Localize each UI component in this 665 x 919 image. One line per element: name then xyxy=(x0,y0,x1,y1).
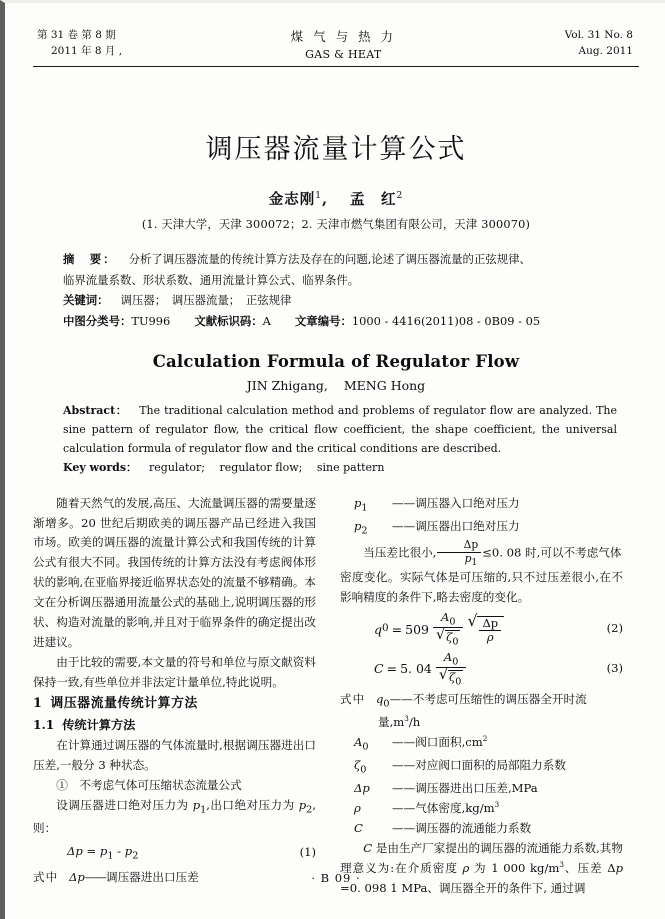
equation-1-p2: p xyxy=(124,843,133,858)
nomenclature-q0-unit-text: 量,m xyxy=(378,715,405,730)
running-head xyxy=(33,27,639,65)
nomenclature-symbol-q0: q xyxy=(376,692,384,707)
equation-2-lhs xyxy=(374,619,389,641)
equation-2-A0-symbol: A xyxy=(441,609,450,624)
abstract-cn-text-1: 分析了调压器流量的传统计算方法及存在的问题,论述了调压器流量的正弦规律、 xyxy=(128,252,531,267)
equation-3-fraction xyxy=(436,651,467,688)
nomenclature-entry-p1 xyxy=(340,494,623,517)
paragraph-flow-capacity-symbol: C xyxy=(363,840,373,855)
nomenclature-right xyxy=(340,690,623,713)
left-column xyxy=(33,494,316,899)
paragraph-flow-capacity-b: 是由生产厂家提出的调压器的流通能力系数,其物理意义为:在介质密度 xyxy=(340,840,623,875)
nomenclature-label-right: 式中 xyxy=(340,692,366,707)
equation-3-equals: = xyxy=(386,661,398,677)
equation-2-fraction xyxy=(433,611,464,648)
classification-row xyxy=(63,311,615,331)
nomenclature-q0-unit-tail: /h xyxy=(408,715,421,730)
nomenclature-symbol-p1-wrap xyxy=(340,494,392,517)
nomenclature-definition-C: ——调压器的流通能力系数 xyxy=(392,820,532,835)
nomenclature-dash-dp: —— xyxy=(84,869,106,884)
issue-date-cn: 2011 年 8 月 , xyxy=(51,45,123,58)
equation-1 xyxy=(33,842,316,865)
page-title: 调压器流量计算公式 xyxy=(205,134,467,166)
nomenclature-symbol-q0-sub: 0 xyxy=(383,698,390,710)
equation-2-inner-fraction xyxy=(479,617,501,644)
author-2-en: MENG Hong xyxy=(343,377,426,393)
nomenclature-entry-rho xyxy=(340,799,623,819)
equation-1-lhs: Δp xyxy=(67,843,83,858)
equation-2-expression xyxy=(340,611,589,648)
journal-title-en: GAS & HEAT xyxy=(305,48,382,62)
equation-2-A0-sub: 0 xyxy=(449,616,456,628)
section-heading-1-1-number: 1.1 xyxy=(33,717,55,732)
nomenclature-definition-A0-exponent: 2 xyxy=(482,734,488,744)
equation-2-inner-denominator xyxy=(479,631,501,644)
nomenclature-symbol-A0-wrap xyxy=(340,733,392,756)
paragraph-pressure-ratio-a: 当压差比很小, xyxy=(363,545,437,560)
inline-fraction-den-sub: 1 xyxy=(471,557,478,568)
abstract-cn-text-2: 临界流量系数、形状系数、通用流量计算公式、临界条件。 xyxy=(63,272,360,287)
abstract-en xyxy=(33,401,639,478)
abstract-en-paragraph xyxy=(63,401,617,459)
equation-1-p1: p xyxy=(99,843,108,858)
equation-3-expression xyxy=(340,651,589,688)
paragraph-definition xyxy=(33,796,316,839)
journal-title-cn: 煤 气 与 热 力 xyxy=(290,29,397,44)
clc-label: 中图分类号： xyxy=(63,314,132,329)
paragraph-flow-capacity-c: 为 1 000 kg/m xyxy=(469,860,560,875)
equation-2-inner-numerator: Δp xyxy=(479,617,501,631)
nomenclature-symbol-zeta0-wrap xyxy=(340,756,392,779)
running-head-right xyxy=(565,27,639,60)
keywords-cn-row xyxy=(63,290,615,310)
nomenclature-entry-zeta0 xyxy=(340,756,623,779)
nomenclature-symbol-A0: A xyxy=(354,735,363,750)
article-no-segment xyxy=(295,314,540,328)
section-heading-1-number: 1 xyxy=(33,695,43,711)
symbol-p2: p xyxy=(298,797,307,812)
nomenclature-symbol-dp-right: Δp xyxy=(354,780,370,795)
equation-2-fraction-denominator xyxy=(433,628,464,647)
equation-2-zeta0-symbol: ζ xyxy=(446,630,453,645)
paragraph-definition-a: 设调压器进口绝对压力为 xyxy=(56,797,193,812)
equation-1-number: (1) xyxy=(299,845,316,860)
nomenclature-symbol-p1-sub: 1 xyxy=(361,501,368,513)
running-head-left xyxy=(33,27,122,60)
nomenclature-entry-C xyxy=(340,819,623,839)
inline-fraction-den-symbol: p xyxy=(464,551,472,565)
nomenclature-entry-A0 xyxy=(340,733,623,756)
keywords-cn-label: 关键词： xyxy=(63,293,109,308)
nomenclature-definition-p2: ——调压器出口绝对压力 xyxy=(392,518,520,533)
nomenclature-entry-q0 xyxy=(376,690,623,713)
nomenclature-entry-p2 xyxy=(340,517,623,540)
equation-1-p2-sub: 2 xyxy=(132,849,139,861)
nomenclature-symbol-rho-wrap xyxy=(340,799,392,819)
nomenclature-definition-A0 xyxy=(392,733,623,756)
section-heading-1-1 xyxy=(33,715,316,736)
equation-3-fraction-denominator xyxy=(436,668,467,687)
doc-code-value: A xyxy=(262,314,271,329)
equation-3-number: (3) xyxy=(606,660,623,675)
nomenclature-definition-rho-exponent: 3 xyxy=(494,799,500,809)
nomenclature-symbol-A0-sub: 0 xyxy=(362,741,369,753)
paragraph-definition-c: ,则： xyxy=(33,797,317,835)
equation-2-coefficient: 509 xyxy=(405,621,429,637)
issue-date-en: Aug. 2011 xyxy=(578,45,633,58)
equation-3-coefficient: 5. 04 xyxy=(400,661,432,677)
equation-3-A0-symbol: A xyxy=(443,649,453,664)
nomenclature-q0-unit-exponent: 3 xyxy=(404,714,409,724)
equation-2-lhs-sub: 0 xyxy=(382,622,389,635)
paragraph-flow-capacity-d: 、压差 Δ xyxy=(563,860,616,875)
paragraph-definition-b: ,出口绝对压力为 xyxy=(206,797,299,812)
radical-sign-icon-2: √ xyxy=(467,612,478,631)
equation-3-lhs: C xyxy=(374,661,384,677)
nomenclature-symbol-zeta0-sub: 0 xyxy=(360,764,367,776)
paragraph-pressure-ratio xyxy=(340,539,623,568)
equation-1-equals: = xyxy=(86,843,97,858)
nomenclature-definition-rho xyxy=(392,799,623,819)
radical-sign-icon-3: √ xyxy=(438,666,449,683)
equation-3 xyxy=(340,651,623,688)
running-head-center xyxy=(291,27,396,63)
section-heading-1 xyxy=(33,693,316,715)
equation-3-zeta0 xyxy=(448,670,463,687)
inline-fraction-numerator: Δp xyxy=(437,539,481,552)
keywords-cn-value: 调压器； 调压器流量； 正弦规律 xyxy=(120,293,292,308)
symbol-p2-sub: 2 xyxy=(306,804,313,816)
nomenclature-symbol-C: C xyxy=(354,820,363,835)
equation-2-zeta0-sub: 0 xyxy=(452,636,459,648)
author-1-en: JIN Zhigang, xyxy=(246,377,328,393)
page-inner xyxy=(33,27,639,895)
section-heading-1-1-text: 传统计算方法 xyxy=(62,717,136,732)
nomenclature-symbol-p2-wrap xyxy=(340,517,392,540)
keywords-en-label: Key words： xyxy=(63,461,138,475)
nomenclature-symbol-C-wrap xyxy=(340,819,392,839)
paragraph-method: 在计算通过调压器的气体流量时,根据调压器进出口压差,一般分 3 种状态。 xyxy=(33,737,316,772)
paragraph-flow-capacity-e: =0. 098 1 MPa、调压器全开的条件下, 通过调 xyxy=(340,880,586,895)
doc-code-segment xyxy=(194,314,271,328)
article-no-value: 1000 - 4416(2011)08 - 0B09 - 05 xyxy=(351,314,541,329)
authors-en xyxy=(33,378,639,393)
article-body xyxy=(33,494,639,899)
authors-cn xyxy=(33,188,639,209)
equation-3-zeta0-symbol: ζ xyxy=(449,669,456,684)
nomenclature-definition-q0: ——不考虑可压缩性的调压器全开时流 xyxy=(389,692,587,707)
equation-2-radical xyxy=(467,614,504,644)
section-heading-1-text: 调压器流量传统计算方法 xyxy=(50,695,198,711)
header-rule xyxy=(33,66,639,67)
nomenclature-symbol-dp-wrap xyxy=(340,779,392,799)
list-item-1: ① 不考虑气体可压缩状态流量公式 xyxy=(56,777,242,792)
equation-2-rho-symbol: ρ xyxy=(486,630,494,645)
abstract-cn-line-2 xyxy=(63,270,615,290)
paragraph-intro-1: 随着天然气的发展,高压、大流量调压器的需要量逐渐增多。20 世纪后期欧美的调压器产品已经进入我国市场。欧美的调压器的流量计算公式和我国传统的计算公式有很大不同。我国传统的计算方法没有考虑阀体形状的影响,在亚临界接近临界状态处的流量不够精确。本文在分析调压器通用流量公式的基础上,说明调压器的形状、构造对流量的影响,并且对于临界条件的确定提出改进建议。 xyxy=(33,495,316,650)
nomenclature-symbol-p2-sub: 2 xyxy=(361,524,368,536)
abstract-cn-line-1 xyxy=(63,249,615,269)
author-separator: , xyxy=(321,191,329,209)
nomenclature-symbol-p2: p xyxy=(354,518,362,533)
clc-value: TU996 xyxy=(131,314,171,329)
paragraph-intro-2: 由于比较的需要,本文量的符号和单位与原文献资料保持一致,有些单位并非法定计量单位,特此说明。 xyxy=(33,655,316,690)
affiliation: (1. 天津大学，天津 300072；2. 天津市燃气集团有限公司，天津 300070) xyxy=(141,218,531,232)
equation-2-equals: = xyxy=(391,621,403,637)
equation-3-A0-sub: 0 xyxy=(452,655,459,667)
paragraph-density-note: 密度变化。实际气体是可压缩的,只不过压差很小,在不影响精度的条件下,略去密度的变化。 xyxy=(340,570,623,605)
equation-1-expression xyxy=(33,842,282,865)
keywords-en-value: regulator; regulator flow; sine pattern xyxy=(149,461,385,475)
nomenclature-definition-A0-text: ——阀口面积,cm xyxy=(392,735,483,750)
abstract-en-label: Abstract： xyxy=(63,403,128,417)
paragraph-flow-capacity-rho: ρ xyxy=(462,860,470,875)
abstract-cn xyxy=(33,249,639,331)
symbol-p1-sub: 1 xyxy=(200,804,207,816)
page-title-en: Calculation Formula of Regulator Flow xyxy=(152,351,520,371)
symbol-p1: p xyxy=(192,797,201,812)
equation-2-number: (2) xyxy=(606,621,623,636)
abstract-cn-label: 摘 要： xyxy=(63,252,117,267)
nomenclature-symbol-p1: p xyxy=(354,495,362,510)
author-2-cn: 孟 红 xyxy=(350,191,397,209)
paragraph-pressure-ratio-b: ≤0. 08 时,可以不考虑气体 xyxy=(482,545,622,560)
nomenclature-definition-rho-text: ——气体密度,kg/m xyxy=(392,800,495,815)
equation-2-zeta0 xyxy=(445,630,460,647)
abstract-en-text: The traditional calculation method and problems of regulator flow are analyzed. The sine pattern of regulator flow, the critical flow coefficient, the shape coefficient, the universal calculation formula of regulator flow and the critical conditions are described. xyxy=(63,403,618,456)
keywords-en-row xyxy=(63,458,617,477)
volume-issue-en: Vol. 31 No. 8 xyxy=(564,29,633,41)
article-no-label: 文章编号： xyxy=(294,314,352,329)
clc-segment xyxy=(63,314,170,328)
nomenclature-definition-dp-right: ——调压器进出口压差,MPa xyxy=(392,780,538,795)
nomenclature-label-left: 式中 xyxy=(33,869,59,884)
equation-2-fraction-numerator xyxy=(433,611,464,628)
nomenclature-symbol-dp: Δp xyxy=(69,869,85,884)
radical-sign-icon: √ xyxy=(435,627,446,644)
inline-fraction-denominator xyxy=(437,553,481,568)
nomenclature-symbol-rho: ρ xyxy=(354,800,361,815)
author-1-affil-marker: 1 xyxy=(315,191,322,202)
nomenclature-symbol-zeta0: ζ xyxy=(354,757,361,772)
paragraph-flow-capacity-exponent: 3 xyxy=(559,859,564,869)
author-2-affil-marker: 2 xyxy=(396,191,404,202)
equation-3-fraction-numerator xyxy=(436,651,467,668)
volume-issue: 第 31 卷 第 8 期 xyxy=(37,29,116,41)
page-footer: · B 09 · xyxy=(311,871,361,885)
equation-3-zeta0-sub: 0 xyxy=(455,676,462,688)
nomenclature-definition-p1: ——调压器入口绝对压力 xyxy=(392,495,520,510)
equation-1-minus: - xyxy=(117,843,122,858)
nomenclature-definition-zeta0: ——对应阀口面积的局部阻力系数 xyxy=(392,757,566,772)
paragraph-flow-capacity xyxy=(340,839,623,899)
equation-2-radicand xyxy=(477,616,504,644)
nomenclature-q0-unit xyxy=(340,713,623,733)
right-column xyxy=(340,494,623,899)
nomenclature-definition-dp: 调压器进出口压差 xyxy=(105,869,199,884)
nomenclature-entry-dp xyxy=(340,779,623,799)
author-1-cn: 金志刚 xyxy=(268,191,316,209)
inline-fraction-dp-over-p1 xyxy=(437,539,481,568)
paragraph-flow-capacity-p: p xyxy=(615,860,624,875)
equation-2-lhs-symbol: q xyxy=(374,621,383,637)
equation-2 xyxy=(340,611,623,648)
equation-1-p1-sub: 1 xyxy=(107,849,114,861)
doc-code-label: 文献标识码： xyxy=(194,314,263,329)
